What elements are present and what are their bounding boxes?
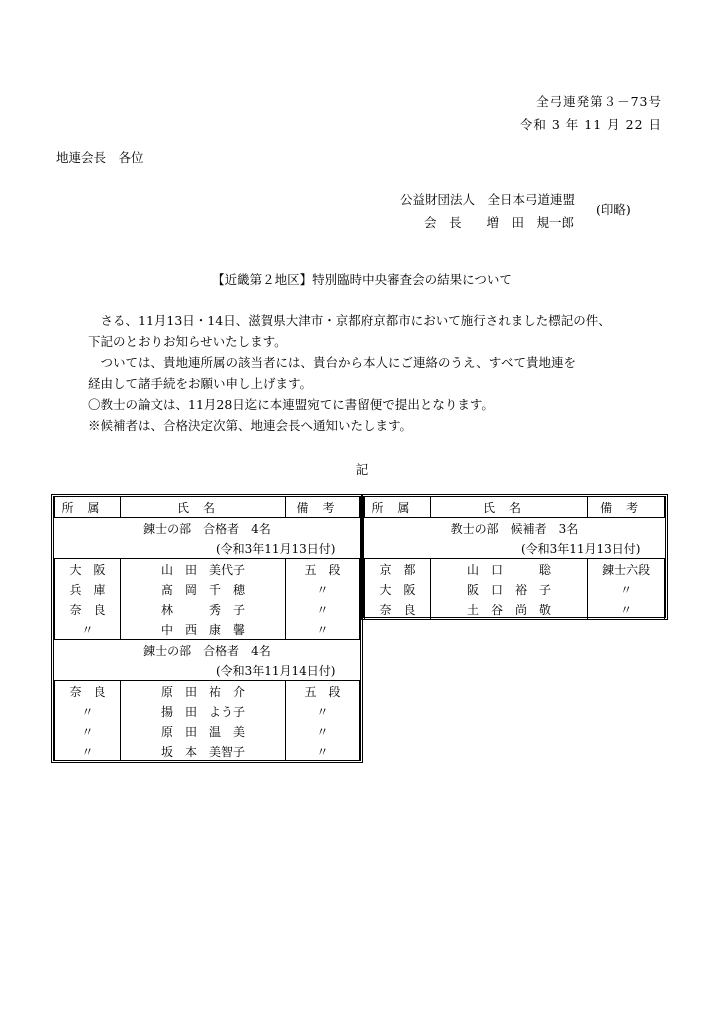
cell-name: 髙 岡 千 穂 xyxy=(120,579,285,599)
cell-name: 土 谷 尚 敬 xyxy=(430,599,587,619)
section-title-row xyxy=(55,518,360,539)
cell-remarks: 〃 xyxy=(286,701,360,721)
cell-remarks: 〃 xyxy=(286,721,360,741)
header-affiliation: 所属 xyxy=(55,497,121,518)
document-date: 令和 3 年 11 月 22 日 xyxy=(519,117,662,132)
cell-remarks: 錬士六段 xyxy=(588,559,665,580)
table-row xyxy=(55,701,360,721)
document-number: 全弓連発第３－73号 xyxy=(536,94,662,109)
section-date: (令和3年11月13日付) xyxy=(365,538,665,559)
cell-affiliation: 〃 xyxy=(55,721,121,741)
document-title: 【近畿第２地区】特別臨時中央審査会の結果について xyxy=(212,272,512,287)
cell-remarks: 〃 xyxy=(588,599,665,619)
body-text xyxy=(88,310,611,436)
section-date-row xyxy=(55,538,360,559)
table-row xyxy=(55,721,360,741)
cell-affiliation: 兵 庫 xyxy=(55,579,121,599)
cell-name: 中 西 康 馨 xyxy=(120,619,285,640)
section-title: 錬士の部 合格者 4名 xyxy=(143,643,271,658)
cell-remarks: 〃 xyxy=(286,579,360,599)
cell-remarks: 〃 xyxy=(286,741,360,761)
section-date: (令和3年11月14日付) xyxy=(55,660,360,681)
cell-name: 林 秀 子 xyxy=(120,599,285,619)
header-name: 氏名 xyxy=(430,497,587,518)
cell-remarks: 〃 xyxy=(286,599,360,619)
body-line: 下記のとおりお知らせいたします。 xyxy=(88,334,287,349)
seal-note: (印略) xyxy=(596,202,631,217)
body-line: さる、11月13日・14日、滋賀県大津市・京都府京都市において施行されました標記の件、 xyxy=(88,313,611,328)
header-remarks: 備考 xyxy=(588,497,665,518)
header-affiliation: 所属 xyxy=(365,497,431,518)
table-row xyxy=(365,599,665,619)
table-row xyxy=(365,559,665,580)
section-title-row xyxy=(55,640,360,661)
body-line: 経由して諸手続をお願い申し上げます。 xyxy=(88,376,313,391)
table-row xyxy=(55,599,360,619)
sender-block xyxy=(400,188,575,234)
cell-affiliation: 大 阪 xyxy=(365,579,431,599)
cell-remarks: 五 段 xyxy=(286,681,360,702)
body-line: ※候補者は、合格決定次第、地連会長へ通知いたします。 xyxy=(88,418,413,433)
sender-organization: 公益財団法人 全日本弓道連盟 xyxy=(400,192,576,207)
table-header-row xyxy=(365,497,665,518)
section-title: 教士の部 候補者 3名 xyxy=(450,521,579,536)
cell-name: 揚 田 よう子 xyxy=(120,701,285,721)
sender-title-name: 会 長 増 田 規一郎 xyxy=(424,215,575,230)
table-row xyxy=(55,681,360,702)
addressee: 地連会長 各位 xyxy=(56,150,144,165)
table-row xyxy=(55,741,360,761)
cell-name: 坂 本 美智子 xyxy=(120,741,285,761)
section-title: 錬士の部 合格者 4名 xyxy=(143,521,271,536)
left-roster-table xyxy=(54,497,360,761)
table-header-row xyxy=(55,497,360,518)
table-row xyxy=(55,619,360,640)
section-date-row xyxy=(365,538,665,559)
section-date: (令和3年11月13日付) xyxy=(55,538,360,559)
cell-name: 山 田 美代子 xyxy=(120,559,285,580)
cell-remarks: 五 段 xyxy=(286,559,360,580)
ki-heading: 記 xyxy=(355,462,369,477)
cell-remarks: 〃 xyxy=(588,579,665,599)
header-name: 氏名 xyxy=(120,497,285,518)
cell-affiliation: 奈 良 xyxy=(55,599,121,619)
cell-affiliation: 奈 良 xyxy=(55,681,121,702)
cell-affiliation: 奈 良 xyxy=(365,599,431,619)
cell-name: 山 口 聡 xyxy=(430,559,587,580)
cell-affiliation: 京 都 xyxy=(365,559,431,580)
table-row xyxy=(55,559,360,580)
cell-name: 阪 口 裕 子 xyxy=(430,579,587,599)
header-remarks: 備考 xyxy=(286,497,360,518)
table-row xyxy=(365,579,665,599)
right-roster-table xyxy=(364,497,665,619)
cell-name: 原 田 祐 介 xyxy=(120,681,285,702)
cell-remarks: 〃 xyxy=(286,619,360,640)
table-row xyxy=(55,579,360,599)
cell-affiliation: 大 阪 xyxy=(55,559,121,580)
body-line: 〇教士の論文は、11月28日迄に本連盟宛てに書留便で提出となります。 xyxy=(88,397,494,412)
cell-affiliation: 〃 xyxy=(55,701,121,721)
document-header-block xyxy=(520,90,662,136)
section-title-row xyxy=(365,518,665,539)
cell-name: 原 田 温 美 xyxy=(120,721,285,741)
body-line: ついては、貴地連所属の該当者には、貴台から本人にご連絡のうえ、すべて貴地連を xyxy=(88,355,577,370)
cell-affiliation: 〃 xyxy=(55,741,121,761)
section-date-row xyxy=(55,660,360,681)
cell-affiliation: 〃 xyxy=(55,619,121,640)
